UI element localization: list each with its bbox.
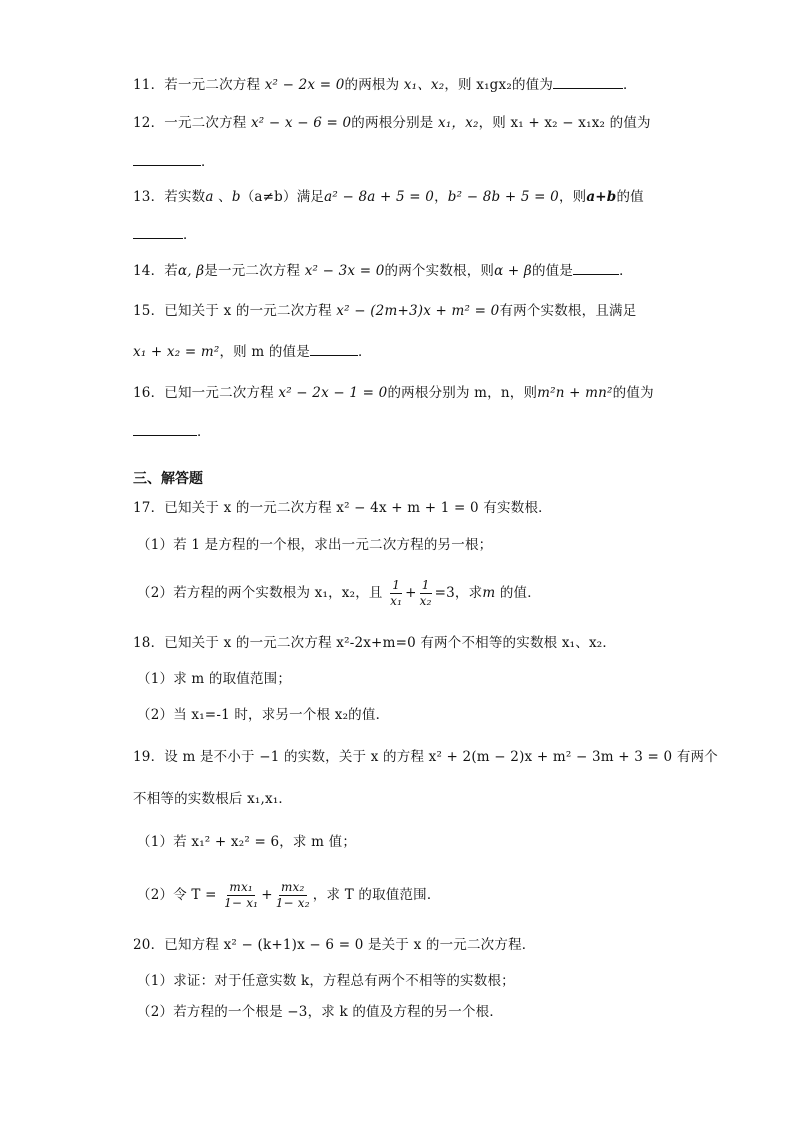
q12-number: 12． <box>133 115 165 131</box>
q17-frac1-denominator: x₁ <box>390 594 403 608</box>
question-18-part2: （2）当 x₁=-1 时，求另一个根 x₂的值． <box>137 707 390 723</box>
question-14 <box>133 260 633 281</box>
q14-tail2: 的值是 <box>531 263 574 279</box>
question-17-part2: （2）若方程的两个实数根为 x₁，x₂，且 $\frac{1}{\text{x₁}}$ + $\frac{1}{\text{x₂}}$ =3，求m 的值． <box>137 578 541 608</box>
q15-number: 15． <box>133 303 165 319</box>
q17-frac2-numerator: 1 <box>421 578 430 592</box>
question-15-line2 <box>133 341 372 362</box>
section-heading: 三、解答题 <box>133 471 203 487</box>
q19-plus: + <box>261 887 273 903</box>
q16-equation: x² − 2x − 1 = 0 <box>278 385 388 401</box>
q19-frac2-numerator: mx₂ <box>280 880 305 894</box>
question-20-part2: （2）若方程的一个根是 −3，求 k 的值及方程的另一个根． <box>137 1004 504 1020</box>
q12-mid: 的两根分别是 <box>351 115 438 131</box>
q17-part2-end: 的值． <box>495 585 541 601</box>
q13-sum: a+b <box>586 189 617 205</box>
question-19-stem-line2: 不相等的实数根后 x₁,x₁． <box>133 791 293 807</box>
q14-number: 14． <box>133 263 165 279</box>
q12-text: 一元二次方程 <box>164 115 251 131</box>
q15-text: 已知关于 x 的一元二次方程 <box>164 303 337 319</box>
q19-frac1-denominator: 1− x₁ <box>224 896 259 910</box>
q14-mid: 是一元二次方程 <box>204 263 305 279</box>
question-13 <box>133 187 644 207</box>
q13-tail2: 的值 <box>616 189 644 205</box>
q14-equation: x² − 3x = 0 <box>304 263 385 279</box>
q12-roots: x₁，x₂ <box>438 115 479 131</box>
q16-number: 16． <box>133 385 165 401</box>
question-17-stem: 17．已知关于 x 的一元二次方程 x² − 4x + m + 1 = 0 有实数根． <box>133 500 552 516</box>
q19-fraction-2 <box>274 880 312 911</box>
q11-text: 若一元二次方程 <box>164 77 265 93</box>
q12-end: ． <box>201 154 215 170</box>
question-12 <box>133 113 651 133</box>
q13-condition: （a≠b） <box>240 189 297 205</box>
question-18-part1: （1）求 m 的取值范围； <box>137 671 292 687</box>
question-20-stem: 20．已知方程 x² − (k+1)x − 6 = 0 是关于 x 的一元二次方程． <box>133 937 536 953</box>
question-11 <box>133 74 637 95</box>
q19-part2-tail: ，求 T 的取值范围． <box>312 887 441 903</box>
question-17-part1: （1）若 1 是方程的一个根，求出一元二次方程的另一根； <box>137 537 493 553</box>
q15-answer-blank[interactable] <box>310 341 358 356</box>
q11-answer-blank[interactable] <box>553 74 623 89</box>
q15-condition: x₁ + x₂ = m² <box>133 344 220 360</box>
q12-equation: x² − x − 6 = 0 <box>250 115 352 131</box>
q17-var-m: m <box>482 585 496 601</box>
q11-end: ． <box>623 77 637 93</box>
q19-frac2-denominator: 1− x₂ <box>275 896 310 910</box>
q11-roots: x₁、x₂ <box>403 77 445 93</box>
question-16-answer-line <box>133 421 211 442</box>
q19-frac1-numerator: mx₁ <box>229 880 253 894</box>
q13-mid: 满足 <box>296 189 325 205</box>
q17-frac2-denominator: x₂ <box>419 594 432 608</box>
q13-tail: ，则 <box>558 189 587 205</box>
q12-tail: ，则 x₁ + x₂ − x₁x₂ 的值为 <box>478 115 651 131</box>
question-19-part2 <box>137 880 441 911</box>
q17-part2-text: （2）若方程的两个实数根为 x₁，x₂，且 <box>137 585 383 601</box>
q15-end: ． <box>357 344 372 360</box>
q13-number: 13． <box>133 189 165 205</box>
q13-eq2: b² − 8b + 5 = 0 <box>447 189 559 205</box>
q14-alpha-beta: α, β <box>177 263 205 279</box>
question-19-stem-line1: 19．设 m 是不小于 −1 的实数，关于 x 的方程 x² + 2(m − 2)x + m² − 3m + 3 = 0 有两个 <box>133 749 718 765</box>
question-18-stem: 18．已知关于 x 的一元二次方程 x²-2x+m=0 有两个不相等的实数根 x₁、x₂． <box>133 635 617 651</box>
q15-tail: 有两个实数根，且满足 <box>499 303 637 319</box>
q19-fraction-1 <box>222 880 260 911</box>
q13-answer-blank[interactable] <box>133 224 183 239</box>
q14-end: ． <box>619 263 633 279</box>
q13-var-b: b <box>231 189 241 205</box>
q16-expression: m²n + mn² <box>537 385 613 401</box>
question-13-answer-line <box>133 224 197 245</box>
q14-tail: 的两个实数根，则 <box>384 263 495 279</box>
question-12-answer-line <box>133 151 215 172</box>
q14-sum: α + β <box>494 263 532 279</box>
question-16 <box>133 383 654 403</box>
q13-sep: 、 <box>213 189 232 205</box>
q13-end: ． <box>183 227 197 243</box>
q13-var-a: a <box>205 189 214 205</box>
q17-frac1-numerator: 1 <box>392 578 401 592</box>
q11-number: 11． <box>133 77 165 93</box>
q11-tail: ，则 x₁gx₂的值为 <box>444 77 554 93</box>
q16-end: ． <box>197 424 211 440</box>
question-15 <box>133 301 636 321</box>
q14-answer-blank[interactable] <box>573 260 619 275</box>
q13-text: 若实数 <box>164 189 206 205</box>
q17-fraction-2 <box>418 578 434 609</box>
q15-tail2: ，则 m 的值是 <box>219 344 310 360</box>
q11-mid: 的两根为 <box>344 77 404 93</box>
q11-equation: x² − 2x = 0 <box>264 77 345 93</box>
q16-mid: 的两根分别为 m，n，则 <box>387 385 538 401</box>
question-19-part1: （1）若 x₁² + x₂² = 6，求 m 值； <box>137 834 357 850</box>
q12-answer-blank[interactable] <box>133 151 201 166</box>
q17-fraction-1 <box>388 578 404 609</box>
q14-text: 若 <box>164 263 178 279</box>
q15-equation: x² − (2m+3)x + m² = 0 <box>336 303 500 319</box>
q19-part2-text: （2）令 T = <box>137 887 217 903</box>
q16-answer-blank[interactable] <box>133 421 197 436</box>
q13-eq1: a² − 8a + 5 = 0 <box>324 189 435 205</box>
q17-part2-tail: =3，求 <box>434 585 483 601</box>
question-20-part1: （1）求证：对于任意实数 k，方程总有两个不相等的实数根； <box>137 973 515 989</box>
q13-comma: ， <box>434 189 448 205</box>
q16-tail: 的值为 <box>612 385 654 401</box>
q16-text: 已知一元二次方程 <box>164 385 279 401</box>
